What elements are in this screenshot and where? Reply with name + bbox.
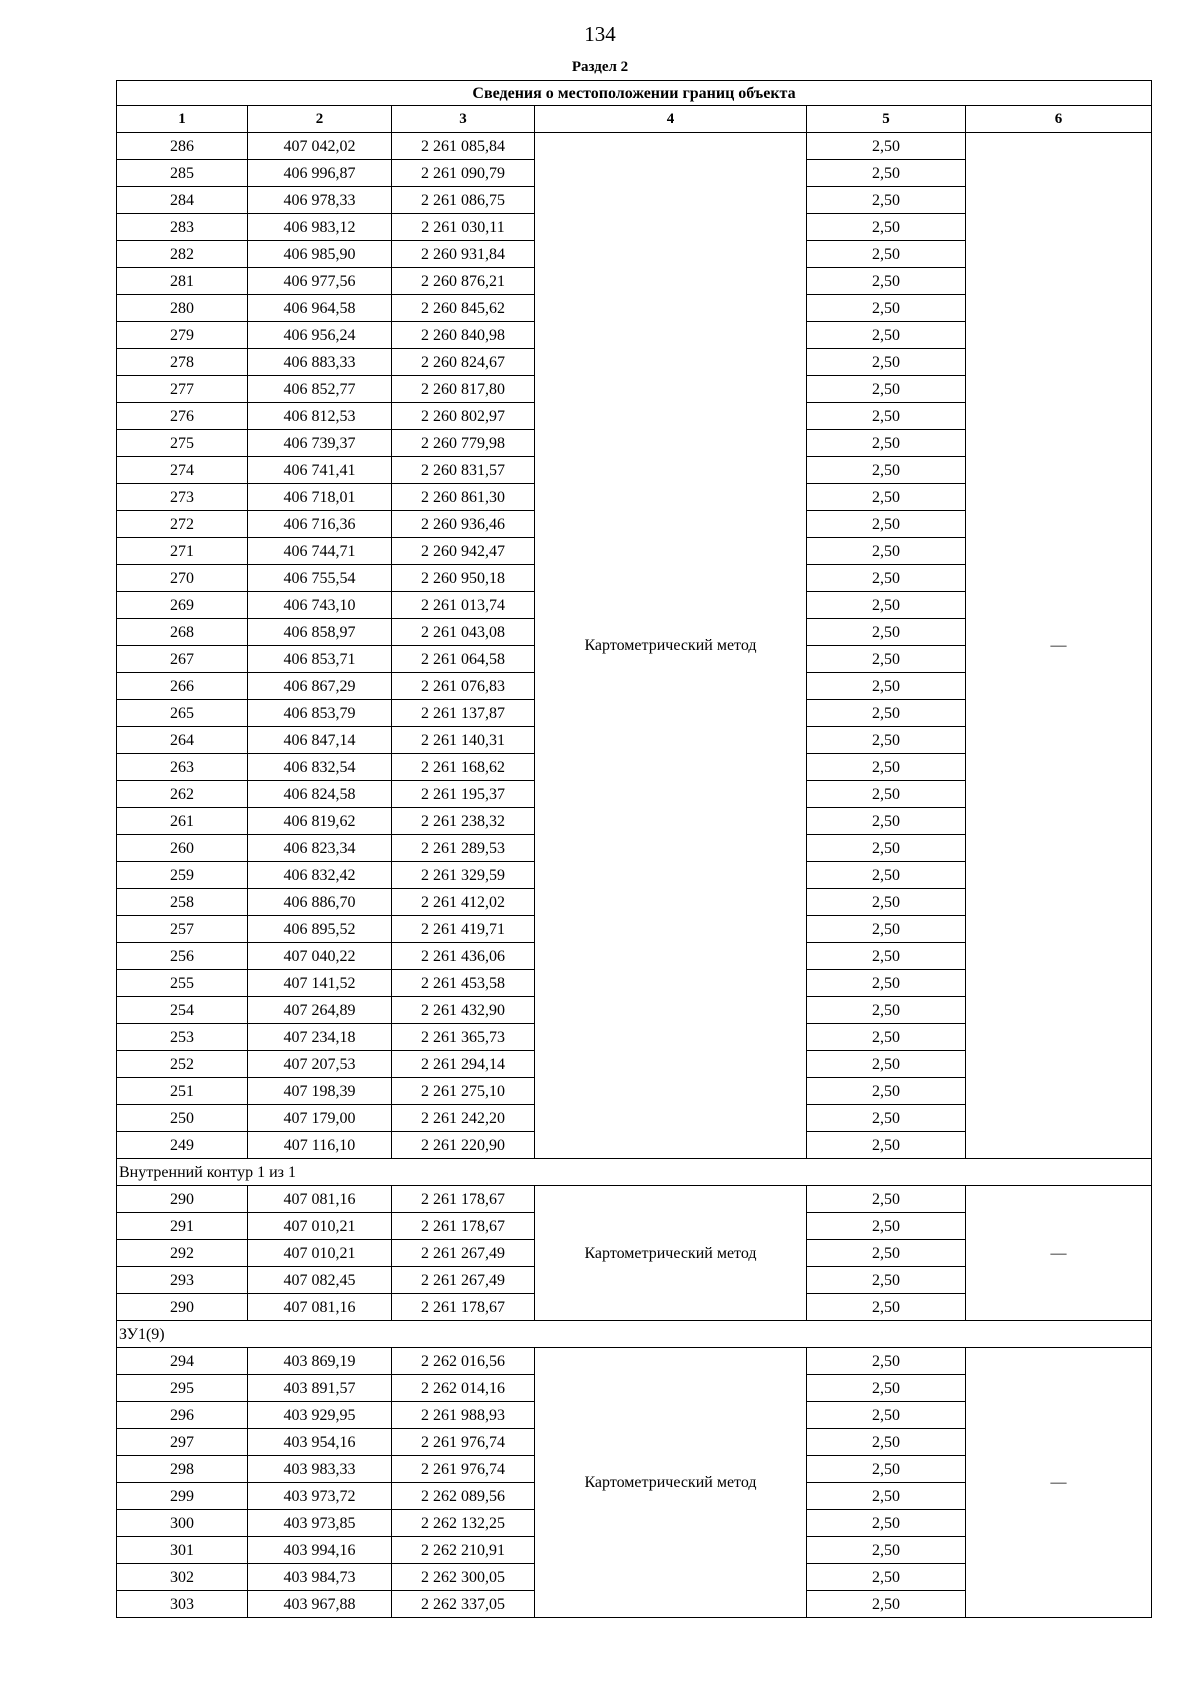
accuracy-cell: 2,50 bbox=[807, 1510, 966, 1537]
accuracy-cell: 2,50 bbox=[807, 970, 966, 997]
column-number: 5 bbox=[807, 106, 966, 133]
accuracy-cell: 2,50 bbox=[807, 1429, 966, 1456]
x-coordinate-cell: 406 996,87 bbox=[248, 160, 392, 187]
y-coordinate-cell: 2 261 086,75 bbox=[392, 187, 535, 214]
point-number-cell: 299 bbox=[117, 1483, 248, 1510]
accuracy-cell: 2,50 bbox=[807, 349, 966, 376]
point-number-cell: 280 bbox=[117, 295, 248, 322]
accuracy-cell: 2,50 bbox=[807, 187, 966, 214]
x-coordinate-cell: 406 977,56 bbox=[248, 268, 392, 295]
x-coordinate-cell: 406 847,14 bbox=[248, 727, 392, 754]
y-coordinate-cell: 2 262 014,16 bbox=[392, 1375, 535, 1402]
y-coordinate-cell: 2 262 132,25 bbox=[392, 1510, 535, 1537]
accuracy-cell: 2,50 bbox=[807, 1078, 966, 1105]
x-coordinate-cell: 407 264,89 bbox=[248, 997, 392, 1024]
x-coordinate-cell: 406 956,24 bbox=[248, 322, 392, 349]
x-coordinate-cell: 406 867,29 bbox=[248, 673, 392, 700]
y-coordinate-cell: 2 261 013,74 bbox=[392, 592, 535, 619]
accuracy-cell: 2,50 bbox=[807, 1375, 966, 1402]
table-row bbox=[117, 1348, 1152, 1375]
x-coordinate-cell: 406 832,42 bbox=[248, 862, 392, 889]
accuracy-cell: 2,50 bbox=[807, 1240, 966, 1267]
y-coordinate-cell: 2 261 412,02 bbox=[392, 889, 535, 916]
accuracy-cell: 2,50 bbox=[807, 268, 966, 295]
column-number: 4 bbox=[535, 106, 807, 133]
y-coordinate-cell: 2 262 337,05 bbox=[392, 1591, 535, 1618]
accuracy-cell: 2,50 bbox=[807, 619, 966, 646]
column-number: 2 bbox=[248, 106, 392, 133]
table-row bbox=[117, 1186, 1152, 1213]
x-coordinate-cell: 406 853,71 bbox=[248, 646, 392, 673]
x-coordinate-cell: 406 832,54 bbox=[248, 754, 392, 781]
x-coordinate-cell: 407 040,22 bbox=[248, 943, 392, 970]
point-number-cell: 259 bbox=[117, 862, 248, 889]
accuracy-cell: 2,50 bbox=[807, 808, 966, 835]
accuracy-cell: 2,50 bbox=[807, 484, 966, 511]
point-number-cell: 258 bbox=[117, 889, 248, 916]
column-number: 1 bbox=[117, 106, 248, 133]
x-coordinate-cell: 406 853,79 bbox=[248, 700, 392, 727]
accuracy-cell: 2,50 bbox=[807, 592, 966, 619]
accuracy-cell: 2,50 bbox=[807, 1186, 966, 1213]
y-coordinate-cell: 2 260 876,21 bbox=[392, 268, 535, 295]
x-coordinate-cell: 406 739,37 bbox=[248, 430, 392, 457]
y-coordinate-cell: 2 260 831,57 bbox=[392, 457, 535, 484]
point-number-cell: 273 bbox=[117, 484, 248, 511]
accuracy-cell: 2,50 bbox=[807, 133, 966, 160]
y-coordinate-cell: 2 260 861,30 bbox=[392, 484, 535, 511]
boundary-coordinates-table bbox=[116, 80, 1152, 1618]
point-number-cell: 252 bbox=[117, 1051, 248, 1078]
y-coordinate-cell: 2 260 817,80 bbox=[392, 376, 535, 403]
x-coordinate-cell: 407 179,00 bbox=[248, 1105, 392, 1132]
point-number-cell: 301 bbox=[117, 1537, 248, 1564]
point-number-cell: 254 bbox=[117, 997, 248, 1024]
point-number-cell: 260 bbox=[117, 835, 248, 862]
point-number-cell: 290 bbox=[117, 1186, 248, 1213]
point-number-cell: 294 bbox=[117, 1348, 248, 1375]
point-number-cell: 295 bbox=[117, 1375, 248, 1402]
point-number-cell: 291 bbox=[117, 1213, 248, 1240]
method-cell: Картометрический метод bbox=[535, 1348, 807, 1618]
accuracy-cell: 2,50 bbox=[807, 835, 966, 862]
accuracy-cell: 2,50 bbox=[807, 646, 966, 673]
point-number-cell: 302 bbox=[117, 1564, 248, 1591]
point-number-cell: 293 bbox=[117, 1267, 248, 1294]
y-coordinate-cell: 2 261 137,87 bbox=[392, 700, 535, 727]
x-coordinate-cell: 406 883,33 bbox=[248, 349, 392, 376]
point-number-cell: 253 bbox=[117, 1024, 248, 1051]
x-coordinate-cell: 407 082,45 bbox=[248, 1267, 392, 1294]
x-coordinate-cell: 406 718,01 bbox=[248, 484, 392, 511]
y-coordinate-cell: 2 261 220,90 bbox=[392, 1132, 535, 1159]
x-coordinate-cell: 406 985,90 bbox=[248, 241, 392, 268]
method-cell: Картометрический метод bbox=[535, 133, 807, 1159]
point-number-cell: 269 bbox=[117, 592, 248, 619]
x-coordinate-cell: 406 819,62 bbox=[248, 808, 392, 835]
accuracy-cell: 2,50 bbox=[807, 1105, 966, 1132]
x-coordinate-cell: 406 823,34 bbox=[248, 835, 392, 862]
group-label: Внутренний контур 1 из 1 bbox=[117, 1159, 1152, 1186]
x-coordinate-cell: 403 967,88 bbox=[248, 1591, 392, 1618]
group-label-row bbox=[117, 1321, 1152, 1348]
page-number: 134 bbox=[584, 22, 616, 46]
x-coordinate-cell: 406 812,53 bbox=[248, 403, 392, 430]
point-number-cell: 274 bbox=[117, 457, 248, 484]
point-number-cell: 251 bbox=[117, 1078, 248, 1105]
y-coordinate-cell: 2 261 275,10 bbox=[392, 1078, 535, 1105]
point-number-cell: 267 bbox=[117, 646, 248, 673]
x-coordinate-cell: 403 929,95 bbox=[248, 1402, 392, 1429]
y-coordinate-cell: 2 261 432,90 bbox=[392, 997, 535, 1024]
y-coordinate-cell: 2 261 064,58 bbox=[392, 646, 535, 673]
x-coordinate-cell: 407 010,21 bbox=[248, 1213, 392, 1240]
y-coordinate-cell: 2 260 942,47 bbox=[392, 538, 535, 565]
x-coordinate-cell: 403 994,16 bbox=[248, 1537, 392, 1564]
point-number-cell: 272 bbox=[117, 511, 248, 538]
point-number-cell: 257 bbox=[117, 916, 248, 943]
point-number-cell: 275 bbox=[117, 430, 248, 457]
y-coordinate-cell: 2 262 016,56 bbox=[392, 1348, 535, 1375]
y-coordinate-cell: 2 260 931,84 bbox=[392, 241, 535, 268]
x-coordinate-cell: 406 852,77 bbox=[248, 376, 392, 403]
x-coordinate-cell: 407 198,39 bbox=[248, 1078, 392, 1105]
x-coordinate-cell: 403 984,73 bbox=[248, 1564, 392, 1591]
y-coordinate-cell: 2 261 289,53 bbox=[392, 835, 535, 862]
y-coordinate-cell: 2 261 329,59 bbox=[392, 862, 535, 889]
column-number: 6 bbox=[966, 106, 1152, 133]
point-number-cell: 297 bbox=[117, 1429, 248, 1456]
accuracy-cell: 2,50 bbox=[807, 673, 966, 700]
point-number-cell: 261 bbox=[117, 808, 248, 835]
point-number-cell: 268 bbox=[117, 619, 248, 646]
y-coordinate-cell: 2 260 802,97 bbox=[392, 403, 535, 430]
y-coordinate-cell: 2 262 210,91 bbox=[392, 1537, 535, 1564]
y-coordinate-cell: 2 261 294,14 bbox=[392, 1051, 535, 1078]
x-coordinate-cell: 403 891,57 bbox=[248, 1375, 392, 1402]
point-number-cell: 283 bbox=[117, 214, 248, 241]
accuracy-cell: 2,50 bbox=[807, 565, 966, 592]
x-coordinate-cell: 406 824,58 bbox=[248, 781, 392, 808]
accuracy-cell: 2,50 bbox=[807, 1024, 966, 1051]
x-coordinate-cell: 407 010,21 bbox=[248, 1240, 392, 1267]
point-number-cell: 279 bbox=[117, 322, 248, 349]
accuracy-cell: 2,50 bbox=[807, 1537, 966, 1564]
y-coordinate-cell: 2 262 300,05 bbox=[392, 1564, 535, 1591]
x-coordinate-cell: 407 141,52 bbox=[248, 970, 392, 997]
x-coordinate-cell: 406 755,54 bbox=[248, 565, 392, 592]
accuracy-cell: 2,50 bbox=[807, 1402, 966, 1429]
y-coordinate-cell: 2 261 976,74 bbox=[392, 1429, 535, 1456]
accuracy-cell: 2,50 bbox=[807, 457, 966, 484]
y-coordinate-cell: 2 261 140,31 bbox=[392, 727, 535, 754]
accuracy-cell: 2,50 bbox=[807, 1267, 966, 1294]
point-number-cell: 266 bbox=[117, 673, 248, 700]
accuracy-cell: 2,50 bbox=[807, 1132, 966, 1159]
x-coordinate-cell: 407 207,53 bbox=[248, 1051, 392, 1078]
point-number-cell: 255 bbox=[117, 970, 248, 997]
point-number-cell: 292 bbox=[117, 1240, 248, 1267]
y-coordinate-cell: 2 261 988,93 bbox=[392, 1402, 535, 1429]
point-number-cell: 296 bbox=[117, 1402, 248, 1429]
accuracy-cell: 2,50 bbox=[807, 538, 966, 565]
table-row bbox=[117, 133, 1152, 160]
accuracy-cell: 2,50 bbox=[807, 997, 966, 1024]
column-number: 3 bbox=[392, 106, 535, 133]
point-number-cell: 285 bbox=[117, 160, 248, 187]
y-coordinate-cell: 2 261 178,67 bbox=[392, 1186, 535, 1213]
accuracy-cell: 2,50 bbox=[807, 214, 966, 241]
y-coordinate-cell: 2 261 238,32 bbox=[392, 808, 535, 835]
group-label-row bbox=[117, 1159, 1152, 1186]
y-coordinate-cell: 2 260 845,62 bbox=[392, 295, 535, 322]
point-number-cell: 249 bbox=[117, 1132, 248, 1159]
accuracy-cell: 2,50 bbox=[807, 862, 966, 889]
y-coordinate-cell: 2 261 267,49 bbox=[392, 1267, 535, 1294]
y-coordinate-cell: 2 260 950,18 bbox=[392, 565, 535, 592]
y-coordinate-cell: 2 261 419,71 bbox=[392, 916, 535, 943]
x-coordinate-cell: 403 954,16 bbox=[248, 1429, 392, 1456]
accuracy-cell: 2,50 bbox=[807, 511, 966, 538]
x-coordinate-cell: 406 743,10 bbox=[248, 592, 392, 619]
point-number-cell: 250 bbox=[117, 1105, 248, 1132]
accuracy-cell: 2,50 bbox=[807, 1051, 966, 1078]
accuracy-cell: 2,50 bbox=[807, 754, 966, 781]
accuracy-cell: 2,50 bbox=[807, 700, 966, 727]
y-coordinate-cell: 2 261 178,67 bbox=[392, 1213, 535, 1240]
x-coordinate-cell: 403 973,85 bbox=[248, 1510, 392, 1537]
point-number-cell: 281 bbox=[117, 268, 248, 295]
accuracy-cell: 2,50 bbox=[807, 430, 966, 457]
x-coordinate-cell: 407 081,16 bbox=[248, 1186, 392, 1213]
y-coordinate-cell: 2 261 365,73 bbox=[392, 1024, 535, 1051]
group-label: ЗУ1(9) bbox=[117, 1321, 1152, 1348]
y-coordinate-cell: 2 260 779,98 bbox=[392, 430, 535, 457]
point-number-cell: 298 bbox=[117, 1456, 248, 1483]
y-coordinate-cell: 2 261 453,58 bbox=[392, 970, 535, 997]
section-title: Раздел 2 bbox=[571, 59, 629, 75]
y-coordinate-cell: 2 260 824,67 bbox=[392, 349, 535, 376]
point-number-cell: 286 bbox=[117, 133, 248, 160]
accuracy-cell: 2,50 bbox=[807, 727, 966, 754]
accuracy-cell: 2,50 bbox=[807, 1564, 966, 1591]
table-body bbox=[117, 133, 1152, 1618]
x-coordinate-cell: 407 081,16 bbox=[248, 1294, 392, 1321]
point-number-cell: 262 bbox=[117, 781, 248, 808]
accuracy-cell: 2,50 bbox=[807, 160, 966, 187]
point-number-cell: 276 bbox=[117, 403, 248, 430]
y-coordinate-cell: 2 261 085,84 bbox=[392, 133, 535, 160]
point-number-cell: 256 bbox=[117, 943, 248, 970]
y-coordinate-cell: 2 261 076,83 bbox=[392, 673, 535, 700]
accuracy-cell: 2,50 bbox=[807, 1294, 966, 1321]
column-6-cell: — bbox=[966, 133, 1152, 1159]
y-coordinate-cell: 2 261 976,74 bbox=[392, 1456, 535, 1483]
x-coordinate-cell: 403 869,19 bbox=[248, 1348, 392, 1375]
x-coordinate-cell: 406 741,41 bbox=[248, 457, 392, 484]
column-6-cell: — bbox=[966, 1186, 1152, 1321]
point-number-cell: 278 bbox=[117, 349, 248, 376]
x-coordinate-cell: 403 973,72 bbox=[248, 1483, 392, 1510]
accuracy-cell: 2,50 bbox=[807, 781, 966, 808]
accuracy-cell: 2,50 bbox=[807, 241, 966, 268]
y-coordinate-cell: 2 261 195,37 bbox=[392, 781, 535, 808]
x-coordinate-cell: 406 744,71 bbox=[248, 538, 392, 565]
x-coordinate-cell: 407 234,18 bbox=[248, 1024, 392, 1051]
accuracy-cell: 2,50 bbox=[807, 916, 966, 943]
y-coordinate-cell: 2 262 089,56 bbox=[392, 1483, 535, 1510]
x-coordinate-cell: 406 983,12 bbox=[248, 214, 392, 241]
x-coordinate-cell: 406 886,70 bbox=[248, 889, 392, 916]
y-coordinate-cell: 2 261 168,62 bbox=[392, 754, 535, 781]
point-number-cell: 264 bbox=[117, 727, 248, 754]
column-6-cell: — bbox=[966, 1348, 1152, 1618]
accuracy-cell: 2,50 bbox=[807, 1591, 966, 1618]
accuracy-cell: 2,50 bbox=[807, 1348, 966, 1375]
point-number-cell: 300 bbox=[117, 1510, 248, 1537]
accuracy-cell: 2,50 bbox=[807, 322, 966, 349]
accuracy-cell: 2,50 bbox=[807, 889, 966, 916]
y-coordinate-cell: 2 260 936,46 bbox=[392, 511, 535, 538]
x-coordinate-cell: 406 964,58 bbox=[248, 295, 392, 322]
accuracy-cell: 2,50 bbox=[807, 1213, 966, 1240]
point-number-cell: 290 bbox=[117, 1294, 248, 1321]
y-coordinate-cell: 2 261 267,49 bbox=[392, 1240, 535, 1267]
point-number-cell: 271 bbox=[117, 538, 248, 565]
x-coordinate-cell: 406 895,52 bbox=[248, 916, 392, 943]
x-coordinate-cell: 407 116,10 bbox=[248, 1132, 392, 1159]
point-number-cell: 284 bbox=[117, 187, 248, 214]
accuracy-cell: 2,50 bbox=[807, 1456, 966, 1483]
accuracy-cell: 2,50 bbox=[807, 376, 966, 403]
accuracy-cell: 2,50 bbox=[807, 943, 966, 970]
point-number-cell: 270 bbox=[117, 565, 248, 592]
x-coordinate-cell: 407 042,02 bbox=[248, 133, 392, 160]
point-number-cell: 303 bbox=[117, 1591, 248, 1618]
y-coordinate-cell: 2 261 242,20 bbox=[392, 1105, 535, 1132]
x-coordinate-cell: 406 978,33 bbox=[248, 187, 392, 214]
method-cell: Картометрический метод bbox=[535, 1186, 807, 1321]
y-coordinate-cell: 2 261 436,06 bbox=[392, 943, 535, 970]
accuracy-cell: 2,50 bbox=[807, 295, 966, 322]
x-coordinate-cell: 406 716,36 bbox=[248, 511, 392, 538]
point-number-cell: 277 bbox=[117, 376, 248, 403]
y-coordinate-cell: 2 261 043,08 bbox=[392, 619, 535, 646]
point-number-cell: 265 bbox=[117, 700, 248, 727]
y-coordinate-cell: 2 261 030,11 bbox=[392, 214, 535, 241]
point-number-cell: 282 bbox=[117, 241, 248, 268]
x-coordinate-cell: 403 983,33 bbox=[248, 1456, 392, 1483]
x-coordinate-cell: 406 858,97 bbox=[248, 619, 392, 646]
table-caption: Сведения о местоположении границ объекта bbox=[117, 81, 1152, 106]
y-coordinate-cell: 2 260 840,98 bbox=[392, 322, 535, 349]
point-number-cell: 263 bbox=[117, 754, 248, 781]
accuracy-cell: 2,50 bbox=[807, 1483, 966, 1510]
y-coordinate-cell: 2 261 090,79 bbox=[392, 160, 535, 187]
y-coordinate-cell: 2 261 178,67 bbox=[392, 1294, 535, 1321]
accuracy-cell: 2,50 bbox=[807, 403, 966, 430]
